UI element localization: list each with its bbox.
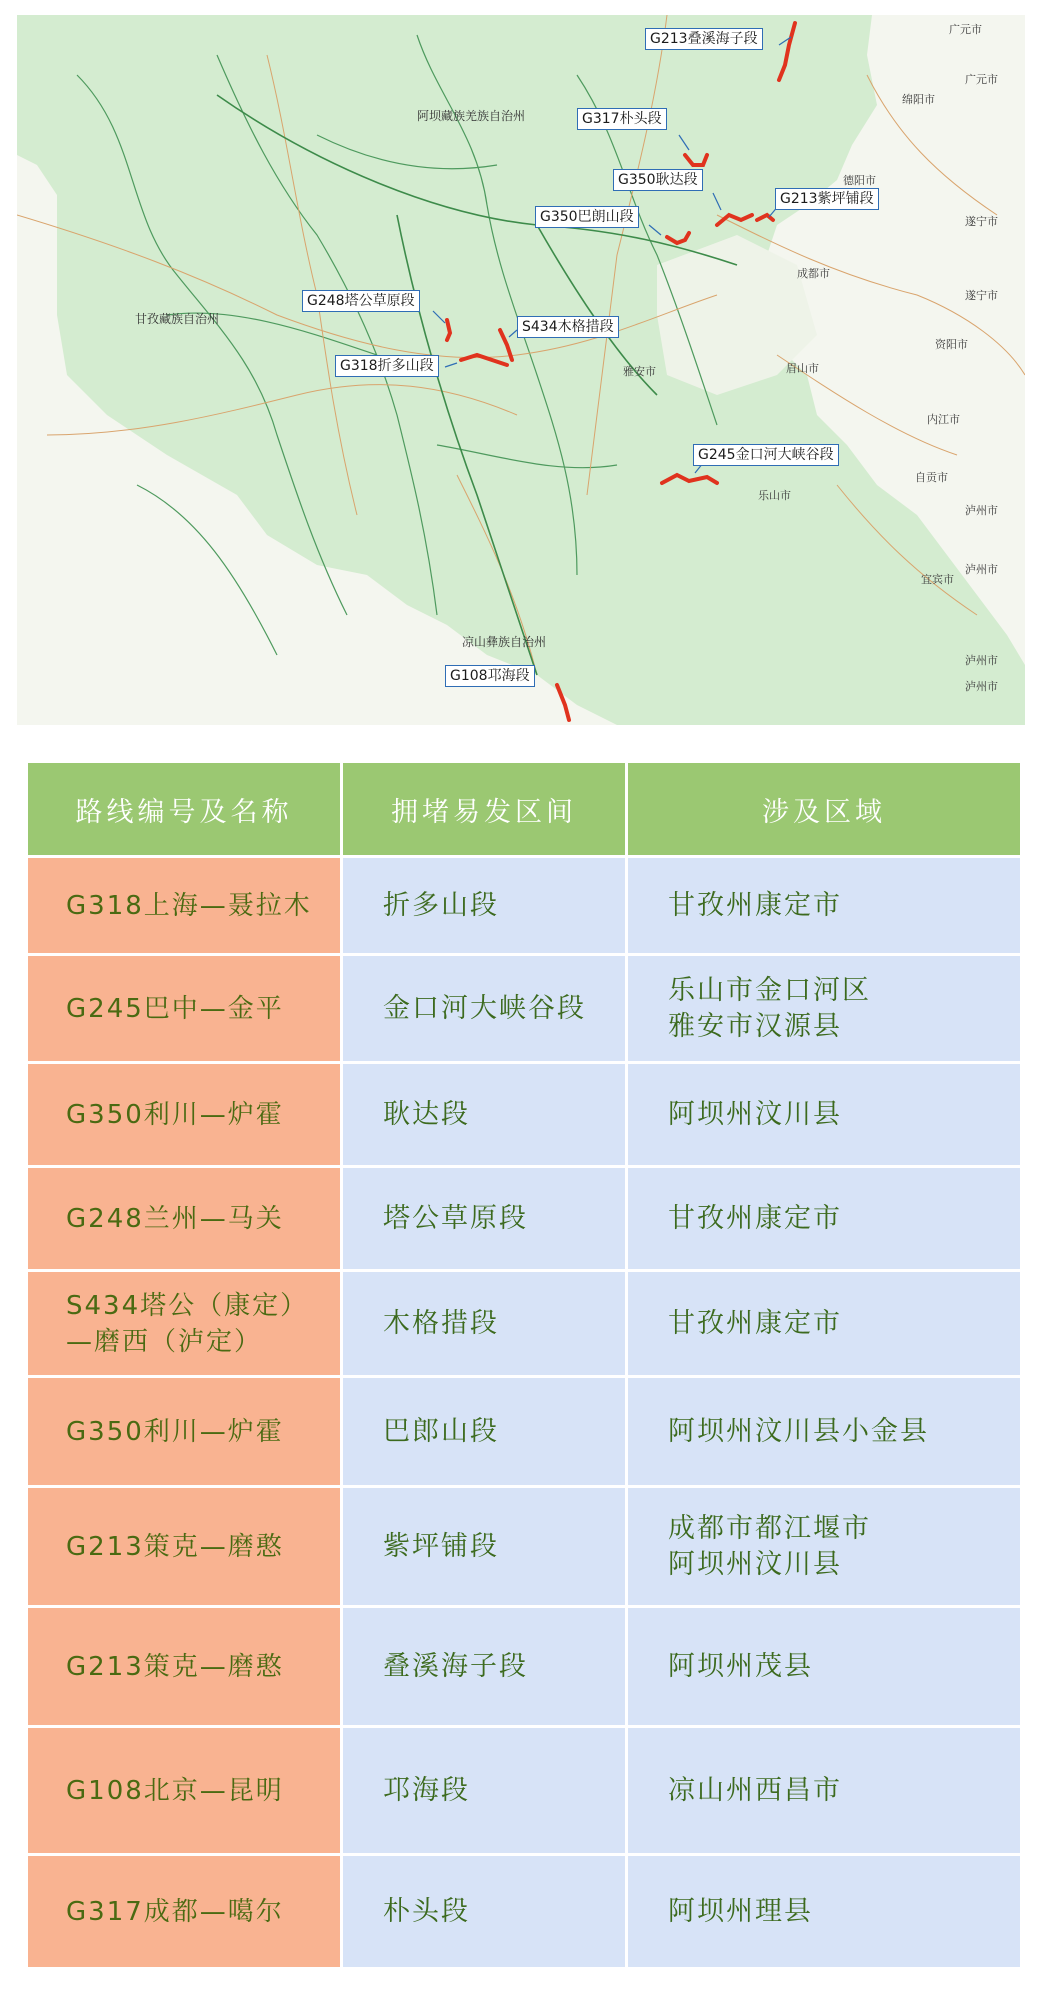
area-cell <box>627 1167 1022 1271</box>
header-area: 涉及区域 <box>627 762 1022 857</box>
area-cell-line: 乐山市金口河区 <box>668 974 871 1006</box>
area-cell <box>627 1377 1022 1487</box>
sichuan-road-map <box>17 15 1025 725</box>
section-cell <box>342 1063 627 1167</box>
route-cell-line: S434塔公（康定） <box>66 1290 309 1321</box>
area-cell <box>627 1487 1022 1607</box>
city-label: 泸州市 <box>965 680 998 693</box>
city-label: 泸州市 <box>965 563 998 576</box>
city-label: 成都市 <box>797 267 830 280</box>
area-cell <box>627 955 1022 1063</box>
table-row <box>27 1487 1022 1607</box>
city-label: 遂宁市 <box>965 289 998 302</box>
section-cell-line: 木格措段 <box>383 1307 499 1339</box>
section-cell-line: 紫坪铺段 <box>383 1530 499 1562</box>
area-cell-line: 阿坝州汶川县 <box>668 1548 842 1580</box>
city-label: 内江市 <box>927 413 960 426</box>
section-cell <box>342 955 627 1063</box>
table-row <box>27 1063 1022 1167</box>
city-label: 广元市 <box>949 23 982 36</box>
route-cell <box>27 1271 342 1377</box>
region-label-ganzi: 甘孜藏族自治州 <box>135 312 220 326</box>
callout-g350-balang: G350巴朗山段 <box>535 206 639 228</box>
table-row <box>27 955 1022 1063</box>
area-cell <box>627 1727 1022 1855</box>
table-row <box>27 1727 1022 1855</box>
area-cell <box>627 1607 1022 1727</box>
city-label: 绵阳市 <box>902 93 935 106</box>
section-cell <box>342 1855 627 1969</box>
area-cell <box>627 857 1022 955</box>
region-label-liangshan: 凉山彝族自治州 <box>462 635 547 649</box>
callout-g318-zheduo: G318折多山段 <box>335 355 439 377</box>
header-route: 路线编号及名称 <box>27 762 342 857</box>
city-label: 广元市 <box>965 73 998 86</box>
route-cell <box>27 1063 342 1167</box>
route-cell-line: G350利川—炉霍 <box>66 1099 284 1130</box>
section-cell-line: 塔公草原段 <box>383 1202 528 1234</box>
route-cell <box>27 857 342 955</box>
callout-g317-putou: G317朴头段 <box>577 108 667 130</box>
route-cell-line: G245巴中—金平 <box>66 993 284 1024</box>
section-cell-line: 耿达段 <box>383 1098 470 1130</box>
area-cell <box>627 1063 1022 1167</box>
route-cell-line: G213策克—磨憨 <box>66 1651 284 1682</box>
route-cell <box>27 1727 342 1855</box>
section-cell <box>342 1727 627 1855</box>
congestion-table <box>25 760 1023 1970</box>
route-cell <box>27 1607 342 1727</box>
callout-s434-mugecuo: S434木格措段 <box>517 316 619 338</box>
route-cell-line: G248兰州—马关 <box>66 1203 284 1234</box>
area-cell <box>627 1855 1022 1969</box>
section-cell-line: 巴郎山段 <box>383 1415 499 1447</box>
section-cell-line: 金口河大峡谷段 <box>383 992 586 1024</box>
table-body <box>27 857 1022 1969</box>
city-label: 自贡市 <box>915 471 948 484</box>
area-cell <box>627 1271 1022 1377</box>
section-cell <box>342 857 627 955</box>
area-cell-line: 凉山州西昌市 <box>668 1774 842 1806</box>
callout-g108-qionghai: G108邛海段 <box>445 665 535 687</box>
city-label: 遂宁市 <box>965 215 998 228</box>
route-cell <box>27 1487 342 1607</box>
section-cell-line: 折多山段 <box>383 889 499 921</box>
city-label: 泸州市 <box>965 654 998 667</box>
route-cell-line: G317成都—噶尔 <box>66 1896 284 1927</box>
area-cell-line: 阿坝州汶川县 <box>668 1098 842 1130</box>
area-cell-line: 甘孜州康定市 <box>668 889 842 921</box>
region-label-aba: 阿坝藏族羌族自治州 <box>417 109 526 123</box>
section-cell <box>342 1607 627 1727</box>
section-cell <box>342 1167 627 1271</box>
route-cell <box>27 1167 342 1271</box>
section-cell-line: 朴头段 <box>383 1895 470 1927</box>
area-cell-line: 阿坝州理县 <box>668 1895 813 1927</box>
table-row <box>27 1271 1022 1377</box>
table-row <box>27 1607 1022 1727</box>
table-row <box>27 1377 1022 1487</box>
table-header-row <box>27 762 1022 857</box>
callout-g350-gengda: G350耿达段 <box>613 169 703 191</box>
city-label: 德阳市 <box>843 174 876 187</box>
section-cell-line: 叠溪海子段 <box>383 1650 528 1682</box>
route-cell-line: G108北京—昆明 <box>66 1775 284 1806</box>
city-label: 眉山市 <box>786 362 819 375</box>
route-cell <box>27 955 342 1063</box>
seg-g248-tagong <box>447 320 450 340</box>
route-cell-line: G350利川—炉霍 <box>66 1416 284 1447</box>
section-cell-line: 邛海段 <box>383 1774 470 1806</box>
area-cell-line: 阿坝州汶川县小金县 <box>668 1415 929 1447</box>
table-row <box>27 1167 1022 1271</box>
city-label: 资阳市 <box>935 338 968 351</box>
callout-g213-diexi: G213叠溪海子段 <box>645 28 763 50</box>
area-cell-line: 甘孜州康定市 <box>668 1202 842 1234</box>
header-section: 拥堵易发区间 <box>342 762 627 857</box>
city-label: 乐山市 <box>758 489 791 502</box>
route-cell <box>27 1377 342 1487</box>
city-label: 宜宾市 <box>921 573 954 586</box>
callout-g245-jinkouhe: G245金口河大峡谷段 <box>693 444 839 466</box>
route-cell-line: G318上海—聂拉木 <box>66 890 312 921</box>
section-cell <box>342 1271 627 1377</box>
area-cell-line: 雅安市汉源县 <box>668 1010 842 1042</box>
section-cell <box>342 1487 627 1607</box>
table-row <box>27 1855 1022 1969</box>
route-cell-line: G213策克—磨憨 <box>66 1531 284 1562</box>
callout-g213-ziping: G213紫坪铺段 <box>775 188 879 210</box>
section-cell <box>342 1377 627 1487</box>
route-cell <box>27 1855 342 1969</box>
table-row <box>27 857 1022 955</box>
city-label: 雅安市 <box>623 365 656 378</box>
area-cell-line: 阿坝州茂县 <box>668 1650 813 1682</box>
route-cell-line: —磨西（泸定） <box>66 1326 263 1357</box>
area-cell-line: 甘孜州康定市 <box>668 1307 842 1339</box>
city-label: 泸州市 <box>965 504 998 517</box>
callout-g248-tagong: G248塔公草原段 <box>302 290 420 312</box>
area-cell-line: 成都市都江堰市 <box>668 1512 871 1544</box>
